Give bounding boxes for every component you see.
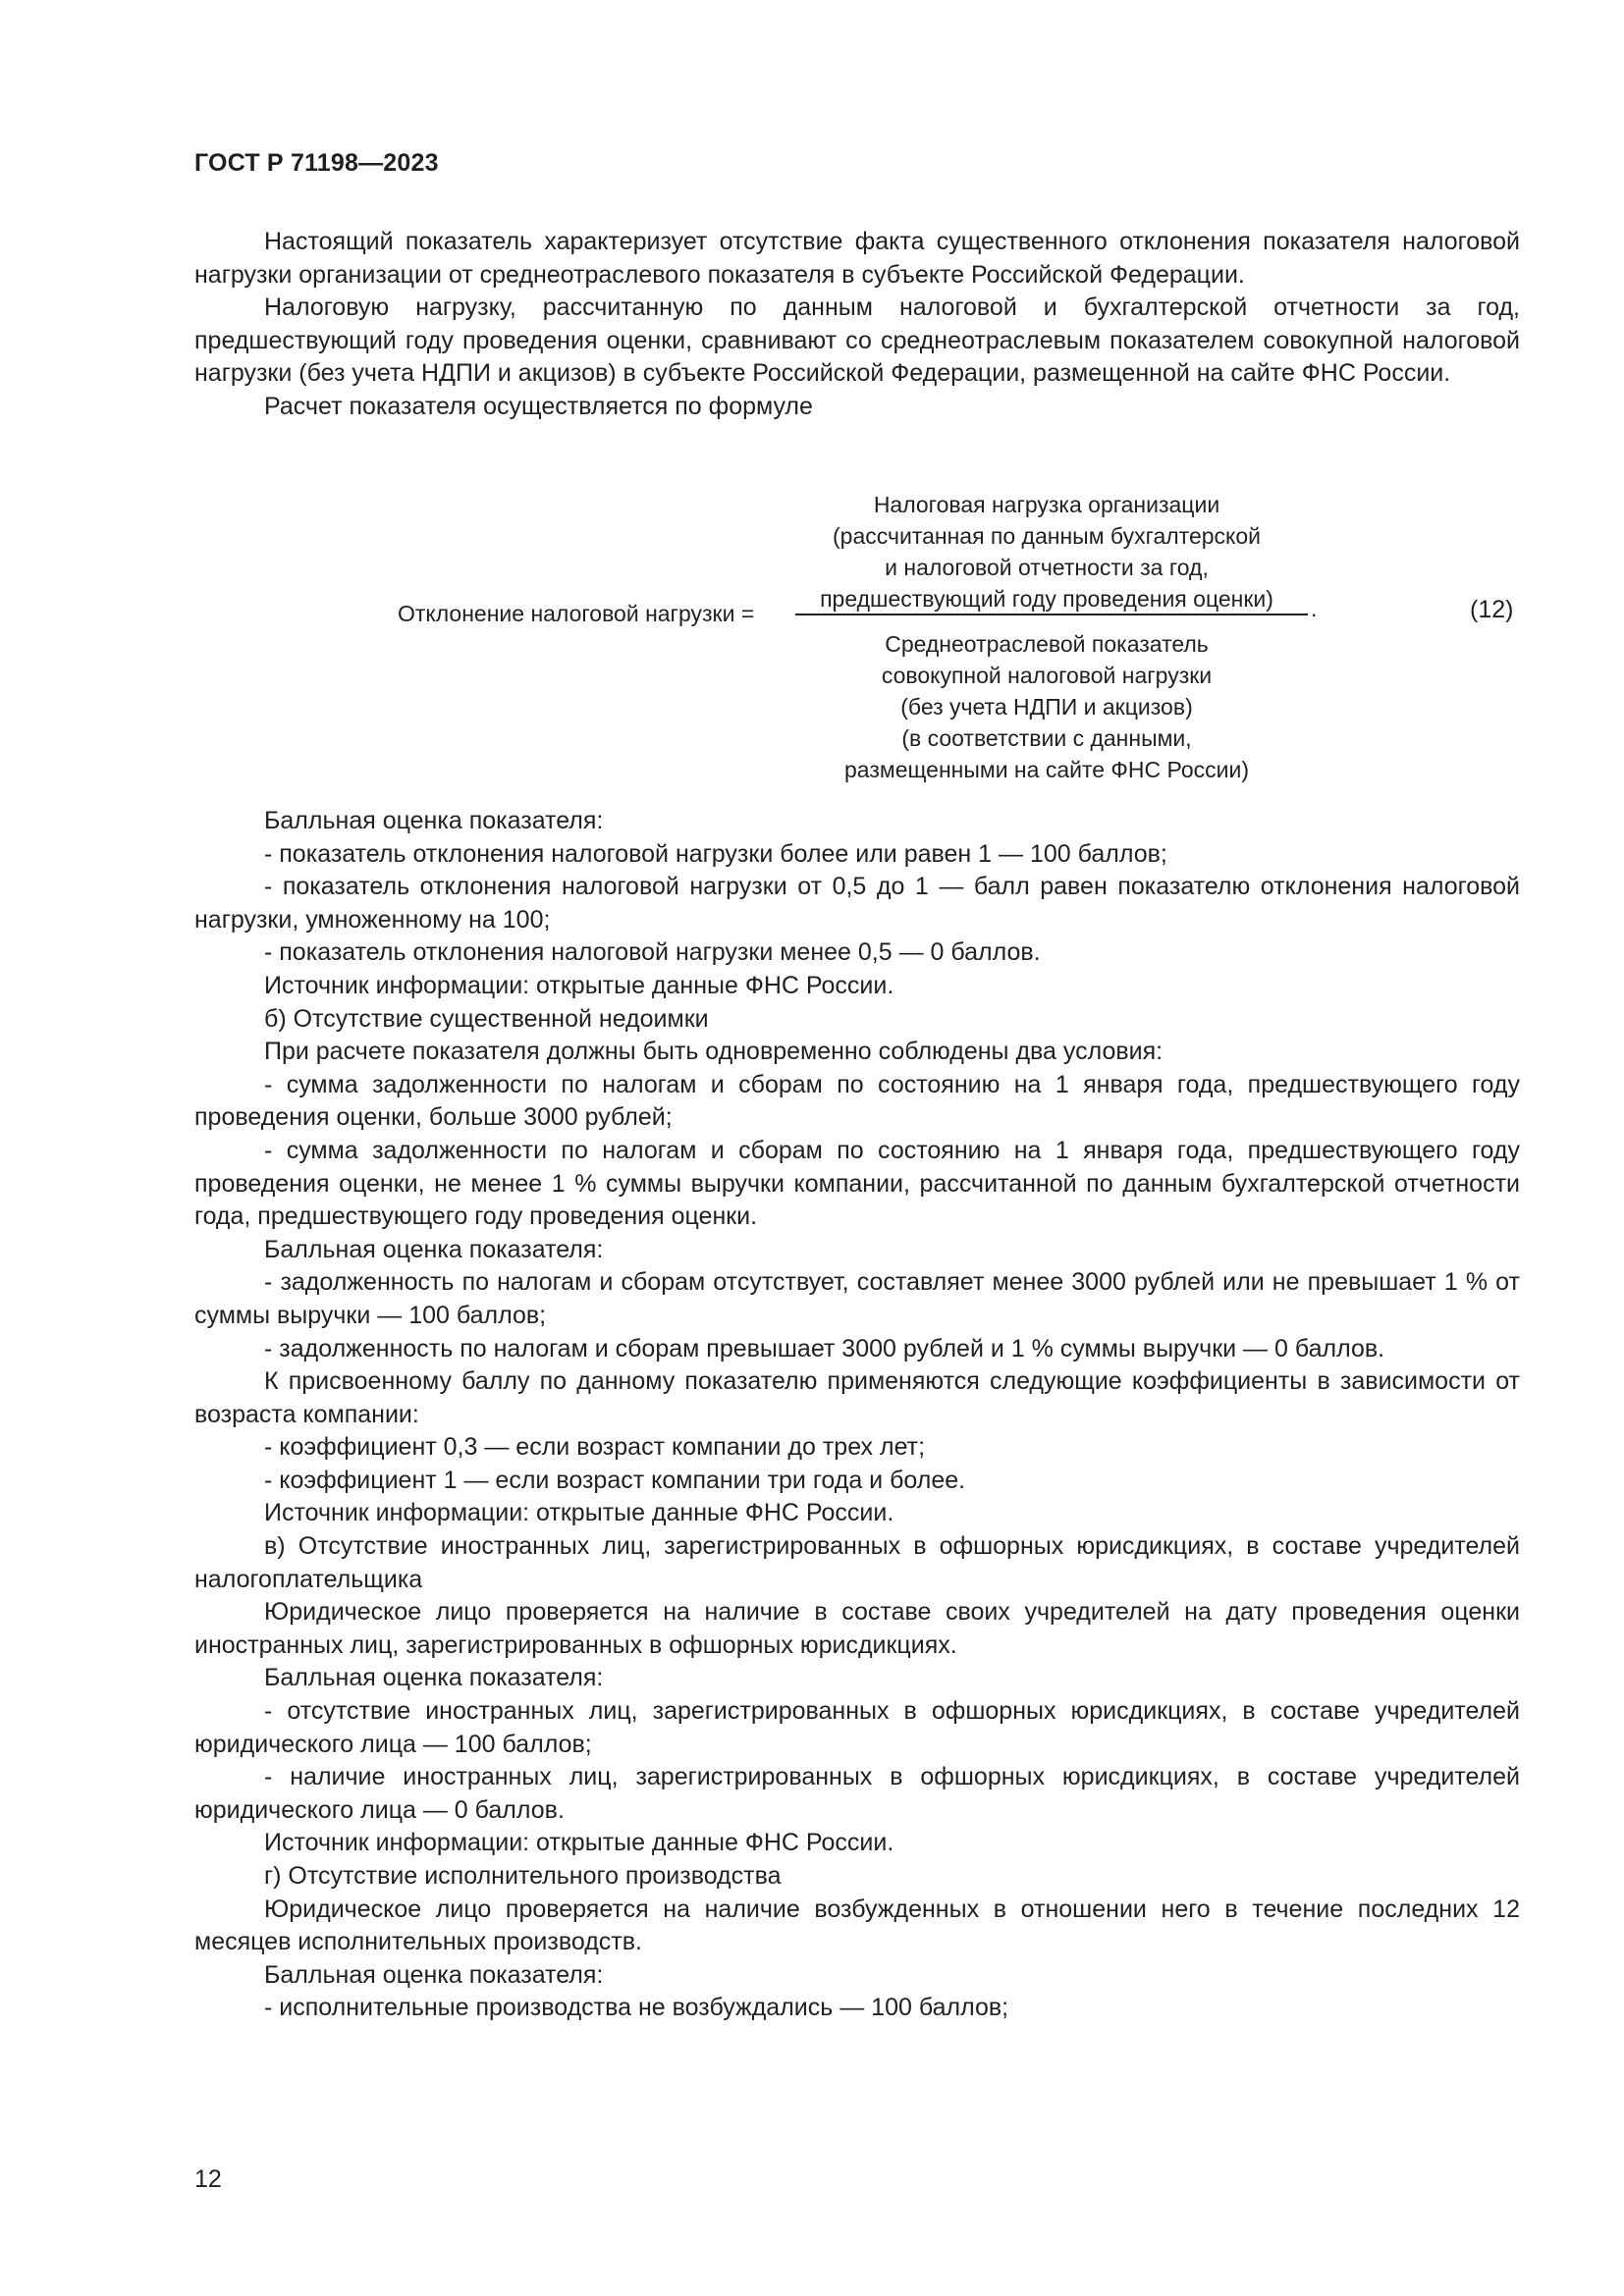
numerator-line: и налоговой отчетности за год, <box>885 555 1209 580</box>
list-item: - сумма задолженности по налогам и сборам по состоянию на 1 января года, предшествующего году проведения оценки, больше 3000 рублей; <box>194 1070 1520 1132</box>
paragraph: Балльная оценка показателя: <box>264 1235 604 1263</box>
list-item: - задолженность по налогам и сборам превышает 3000 рублей и 1 % суммы выручки — 0 баллов. <box>264 1334 1385 1362</box>
subsection-heading: г) Отсутствие исполнительного производства <box>264 1862 782 1890</box>
list-item: - отсутствие иностранных лиц, зарегистрированных в офшорных юрисдикциях, в составе учредителей юридического лица — 100 баллов; <box>194 1697 1520 1758</box>
equation-number: (12) <box>1470 596 1514 623</box>
paragraph: При расчете показателя должны быть одновременно соблюдены два условия: <box>264 1038 1164 1066</box>
denominator-line: размещенными на сайте ФНС России) <box>844 757 1249 782</box>
fraction-bar <box>795 614 1308 615</box>
paragraph: Балльная оценка показателя: <box>264 1960 604 1989</box>
subsection-heading: в) Отсутствие иностранных лиц, зарегистрированных в офшорных юрисдикциях, в составе учредителей налогоплательщика <box>194 1532 1520 1593</box>
formula-terminator: . <box>1311 596 1318 621</box>
numerator-line: предшествующий году проведения оценки) <box>820 586 1273 612</box>
subsection-heading: б) Отсутствие существенной недоимки <box>264 1004 709 1033</box>
formula-numerator <box>791 489 1302 614</box>
formula-lhs: Отклонение налоговой нагрузки = <box>398 601 755 626</box>
paragraph: Балльная оценка показателя: <box>264 807 604 834</box>
numerator-line: Налоговая нагрузка организации <box>873 492 1220 517</box>
body-block <box>194 805 1520 2025</box>
paragraph: Источник информации: открытые данные ФНС России. <box>264 1499 894 1527</box>
list-item: - исполнительные производства не возбуждались — 100 баллов; <box>264 1994 1009 2022</box>
paragraph: Юридическое лицо проверяется на наличие в составе своих учредителей на дату проведения оценки иностранных лиц, зарегистрированных в офшорных юрисдикциях. <box>194 1598 1520 1659</box>
denominator-line: Среднеотраслевой показатель <box>885 631 1209 657</box>
paragraph: Юридическое лицо проверяется на наличие возбужденных в отношении него в течение последних 12 месяцев исполнительных производств. <box>194 1895 1520 1956</box>
formula-denominator <box>791 628 1302 785</box>
list-item: - сумма задолженности по налогам и сборам по состоянию на 1 января года, предшествующего году проведения оценки, не менее 1 % суммы выручки компании, рассчитанной по данным бухгалтерской отчетности года, предшествующего году проведения оценки. <box>194 1136 1520 1231</box>
list-item: - показатель отклонения налоговой нагрузки менее 0,5 — 0 баллов. <box>264 938 1041 967</box>
denominator-line: (без учета НДПИ и акцизов) <box>900 694 1193 720</box>
numerator-line: (рассчитанная по данным бухгалтерской <box>833 523 1261 549</box>
paragraph: Источник информации: открытые данные ФНС России. <box>264 971 894 999</box>
standard-number: ГОСТ Р 71198—2023 <box>194 149 439 177</box>
denominator-line: (в соответствии с данными, <box>901 725 1192 751</box>
paragraph: К присвоенному баллу по данному показателю применяются следующие коэффициенты в зависимости от возраста компании: <box>194 1367 1520 1428</box>
page-number: 12 <box>194 2165 222 2193</box>
list-item: - задолженность по налогам и сборам отсутствует, составляет менее 3000 рублей или не превышает 1 % от суммы выручки — 100 баллов; <box>194 1268 1520 1329</box>
list-item: - коэффициент 1 — если возраст компании три года и более. <box>264 1466 966 1494</box>
denominator-line: совокупной налоговой нагрузки <box>881 663 1213 688</box>
list-item: - показатель отклонения налоговой нагрузки от 0,5 до 1 — балл равен показателю отклонения налоговой нагрузки, умноженному на 100; <box>194 873 1520 934</box>
paragraph: Налоговую нагрузку, рассчитанную по данным налоговой и бухгалтерской отчетности за год, предшествующий году проведения оценки, сравнивают со среднеотраслевым показателем совокупной налоговой нагрузки (без учета НДПИ и акцизов) в субъекте Российской Федерации, размещенной на сайте ФНС России. <box>194 294 1520 388</box>
paragraph: Балльная оценка показателя: <box>264 1664 604 1692</box>
paragraph: Настоящий показатель характеризует отсутствие факта существенного отклонения показателя налоговой нагрузки организации от среднеотраслевого показателя в субъекте Российской Федерации. <box>194 228 1520 289</box>
paragraph: Расчет показателя осуществляется по формуле <box>264 392 813 420</box>
list-item: - коэффициент 0,3 — если возраст компании до трех лет; <box>264 1433 926 1462</box>
intro-block <box>194 226 1520 424</box>
formula-12 <box>0 481 1624 795</box>
list-item: - показатель отклонения налоговой нагрузки более или равен 1 — 100 баллов; <box>264 839 1167 868</box>
paragraph: Источник информации: открытые данные ФНС России. <box>264 1829 894 1857</box>
list-item: - наличие иностранных лиц, зарегистрированных в офшорных юрисдикциях, в составе учредителей юридического лица — 0 баллов. <box>194 1763 1520 1824</box>
